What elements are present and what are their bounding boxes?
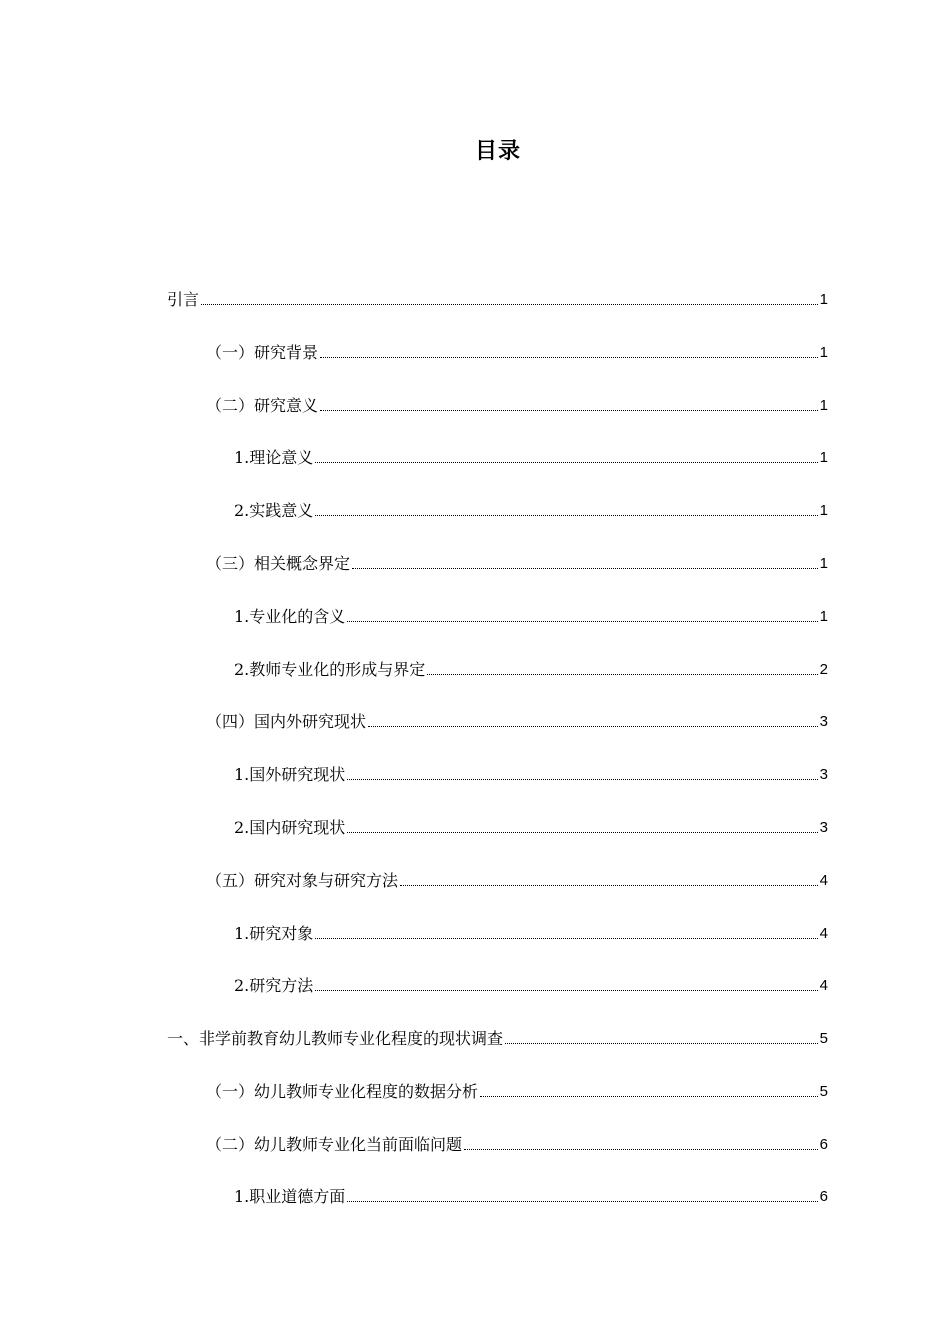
toc-entry[interactable] [206,544,828,574]
toc-entry[interactable] [234,966,828,996]
toc-page-number: 4 [819,925,828,942]
toc-dot-leader [427,673,817,675]
toc-dot-leader [201,303,818,305]
toc-page-number: 5 [819,1030,828,1047]
toc-dot-leader [464,1148,818,1150]
toc-entry[interactable] [234,755,828,785]
toc-entry[interactable] [206,702,828,732]
toc-entry-text: 1.国外研究现状 [234,765,346,784]
toc-entry-text: 2.实践意义 [234,501,314,520]
toc-dot-leader [315,989,817,991]
toc-entry[interactable] [206,1072,828,1102]
toc-page-number: 3 [819,713,828,730]
toc-dot-leader [505,1042,818,1044]
toc-entry[interactable] [206,1125,828,1155]
toc-entry[interactable] [234,1177,828,1207]
toc-page-number: 6 [819,1136,828,1153]
toc-page-number: 3 [819,766,828,783]
toc-dot-leader [320,409,818,411]
toc-dot-leader [320,356,818,358]
toc-entry-text: （二）幼儿教师专业化当前面临问题 [206,1135,463,1154]
toc-dot-leader [315,937,817,939]
toc-page-number: 4 [819,872,828,889]
toc-page-number: 1 [819,291,828,308]
toc-entry-text: 引言 [167,290,200,309]
toc-entry-text: （三）相关概念界定 [206,554,351,573]
toc-dot-leader [347,1200,817,1202]
toc-dot-leader [347,620,817,622]
toc-entry-text: 1.专业化的含义 [234,607,346,626]
toc-page-number: 1 [819,397,828,414]
toc-page-number: 1 [819,344,828,361]
toc-page-number: 1 [819,608,828,625]
toc-entry-text: 2.研究方法 [234,976,314,995]
toc-entry[interactable] [206,333,828,363]
toc-dot-leader [368,725,818,727]
toc-entry[interactable] [206,861,828,891]
toc-entry-text: （五）研究对象与研究方法 [206,871,399,890]
toc-entry[interactable] [234,597,828,627]
toc-entry-text: （一）幼儿教师专业化程度的数据分析 [206,1082,479,1101]
toc-page-number: 2 [819,661,828,678]
toc-title: 目录 [474,139,521,164]
toc-dot-leader [347,778,817,780]
toc-page-number: 3 [819,819,828,836]
toc-entry-text: 1.理论意义 [234,448,314,467]
toc-page-number: 1 [819,449,828,466]
toc-page-number: 1 [819,555,828,572]
toc-page-number: 4 [819,977,828,994]
toc-entry[interactable] [234,914,828,944]
toc-dot-leader [347,831,817,833]
toc-entry-text: 1.职业道德方面 [234,1187,346,1206]
toc-entry[interactable] [234,438,828,468]
toc-entry[interactable] [206,386,828,416]
toc-dot-leader [315,461,817,463]
toc-dot-leader [315,514,817,516]
toc-entry-text: （四）国内外研究现状 [206,712,367,731]
toc-page-number: 6 [819,1188,828,1205]
toc-entry[interactable] [234,491,828,521]
toc-dot-leader [400,884,818,886]
toc-entry[interactable] [234,808,828,838]
toc-dot-leader [352,567,818,569]
toc-entry[interactable] [167,280,828,310]
toc-dot-leader [480,1095,818,1097]
toc-entry-text: 1.研究对象 [234,924,314,943]
toc-page-number: 5 [819,1083,828,1100]
toc-entry-text: （一）研究背景 [206,343,319,362]
toc-entry-text: 2.国内研究现状 [234,818,346,837]
toc-entry-text: （二）研究意义 [206,396,319,415]
toc-entry-text: 2.教师专业化的形成与界定 [234,660,426,679]
toc-entry[interactable] [167,1019,828,1049]
toc-entry[interactable] [234,650,828,680]
toc-entry-text: 一、非学前教育幼儿教师专业化程度的现状调查 [167,1029,504,1048]
toc-page-number: 1 [819,502,828,519]
